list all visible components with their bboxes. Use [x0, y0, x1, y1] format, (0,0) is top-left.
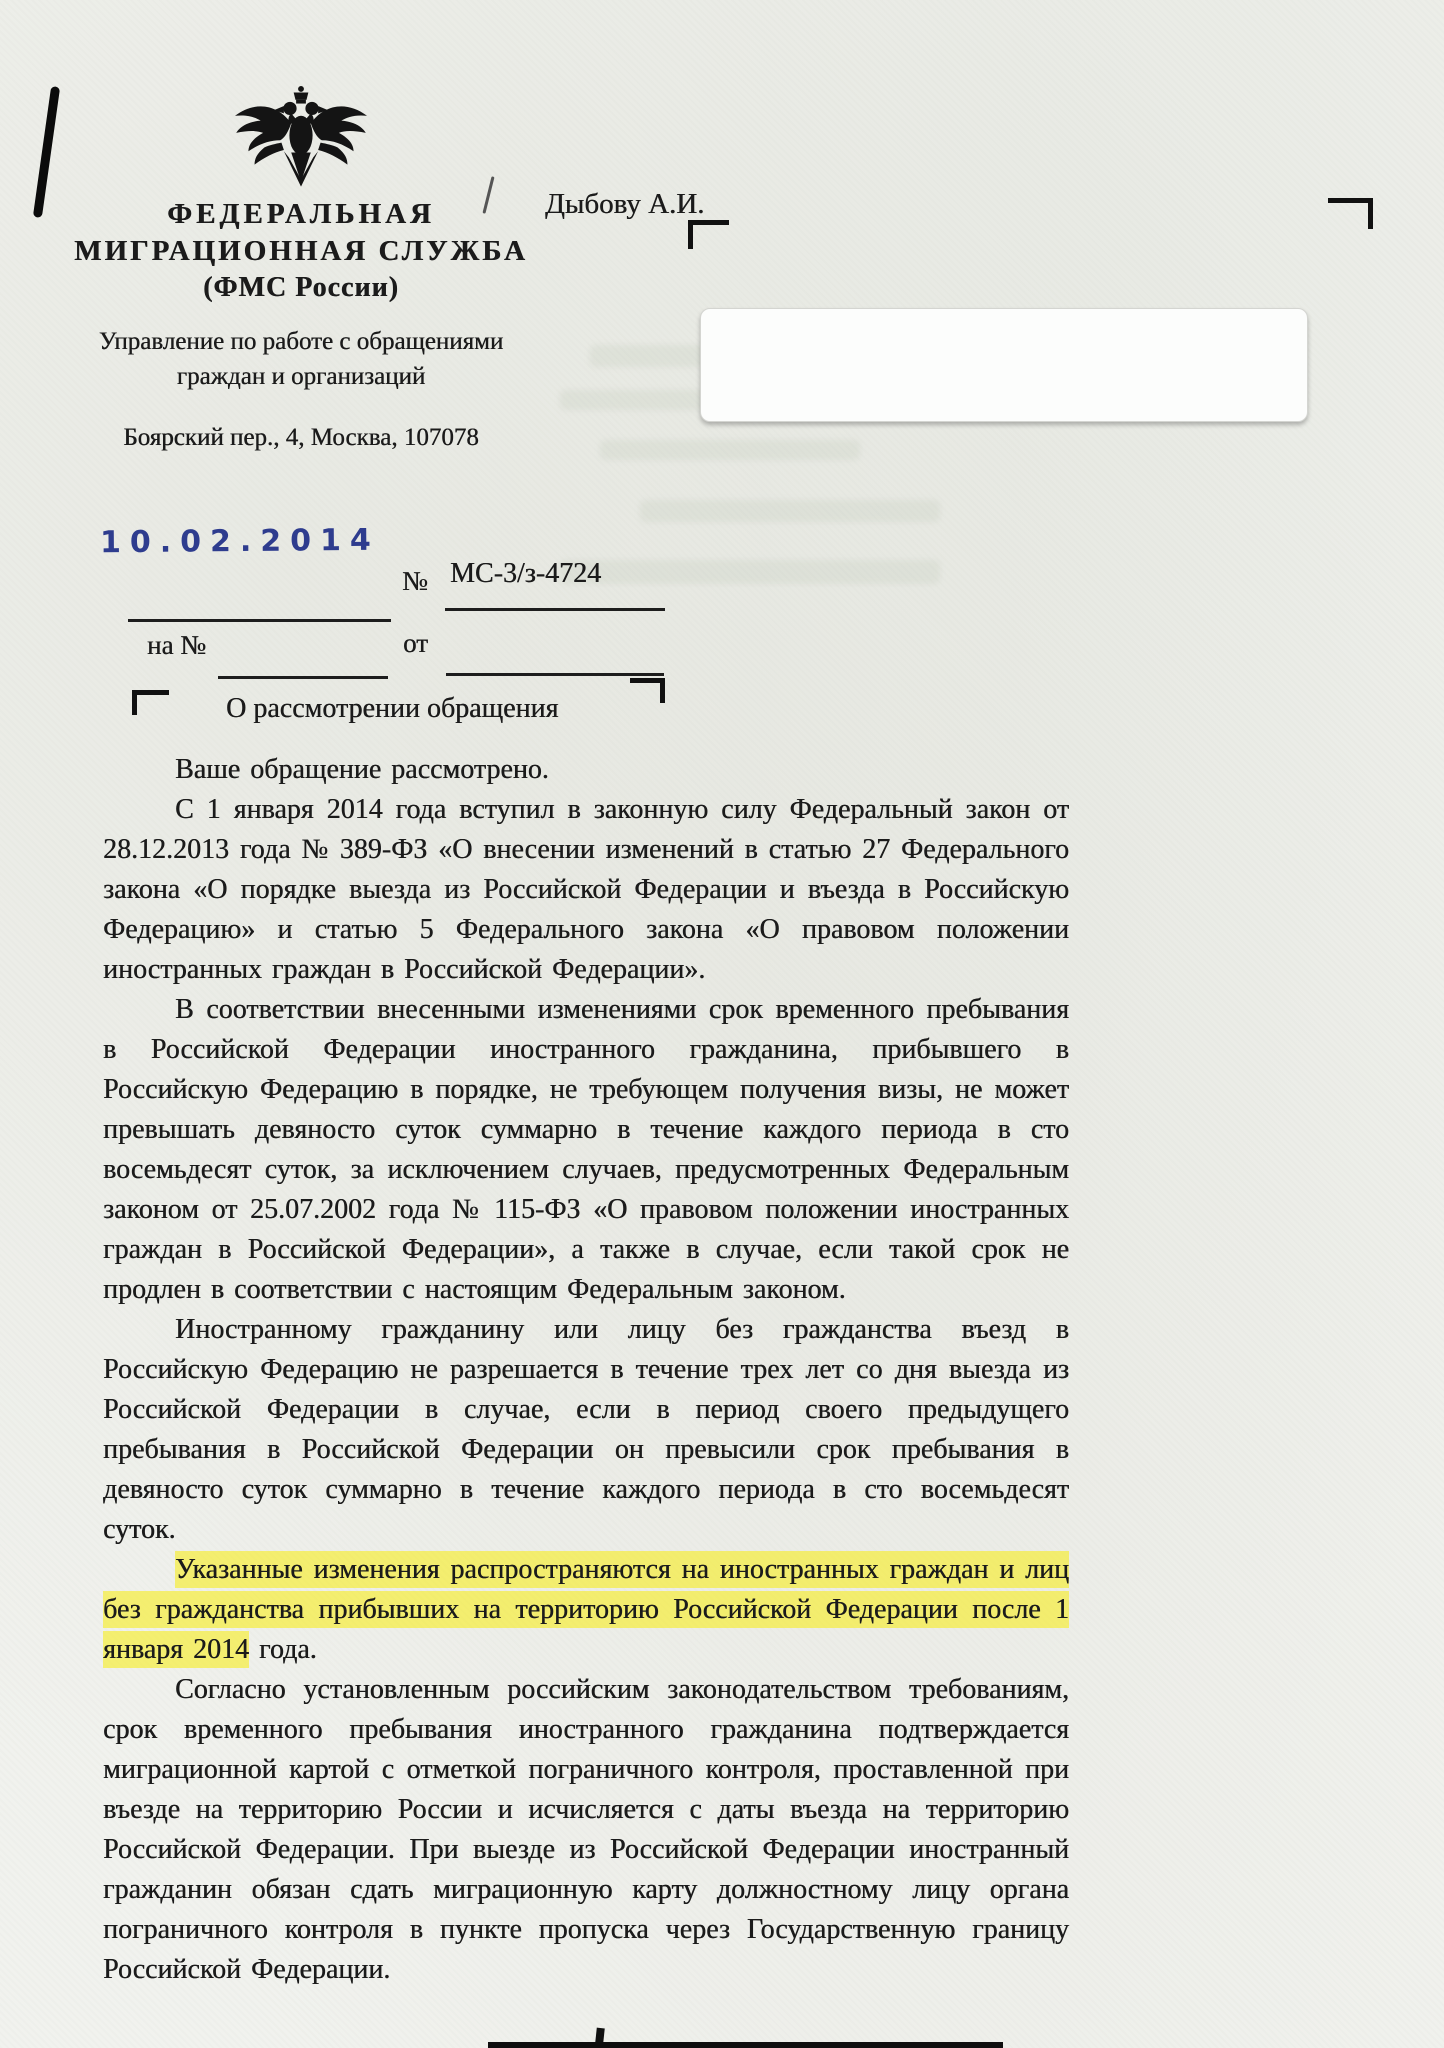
body-paragraph-4: [103, 1550, 1069, 1670]
pen-mark-artifact: [33, 86, 60, 218]
org-address: Боярский пер., 4, Москва, 107078: [123, 424, 479, 451]
corner-bracket-icon: [630, 678, 665, 703]
reply-to-rule-line: [218, 676, 388, 679]
body-paragraph-2: В соответствии внесенными изменениями срок временного пребывания в Российской Федерации иностранного гражданина, прибывшего в Российскую Федерацию в порядке, не требующем получения визы, не может превышать девяносто суток суммарно в течение каждого периода в сто восемьдесят суток, за исключением случаев, предусмотренных Федеральным законом от 25.07.2002 года № 115-ФЗ «О правовом положении иностранных граждан в Российской Федерации», а также в случае, если такой срок не продлен в соответствии с настоящим Федеральным законом.: [103, 994, 1069, 1305]
corner-bracket-icon: [1328, 198, 1373, 229]
from-label: от: [403, 628, 428, 658]
date-stamp: 10.02.2014: [99, 522, 380, 561]
redacted-address-box: [700, 308, 1308, 422]
number-label: №: [402, 566, 428, 596]
scan-bleed-artifact: [600, 440, 860, 460]
scan-bleed-artifact: [560, 560, 940, 584]
paragraph-4-tail: года.: [249, 1634, 317, 1665]
body-paragraph-1: С 1 января 2014 года вступил в законную силу Федеральный закон от 28.12.2013 года № 389-ФЗ «О внесении изменений в статью 27 Федерального закона «О порядке выезда из Российской Федерации и въезда в Российскую Федерацию» и статью 5 Федерального закона «О правовом положении иностранных граждан в Российской Федерации».: [103, 794, 1069, 985]
reply-to-label: на №: [147, 630, 206, 660]
body-paragraph-5: Согласно установленным российским законодательством требованиям, срок временного пребывания иностранного гражданина подтверждается миграционной картой с отметкой пограничного контроля, проставленной при въезде на территорию России и исчисляется с даты въезда на территорию Российской Федерации. При выезде из Российской Федерации иностранный гражданин обязан сдать миграционную карту должностному лицу органа пограничного контроля в пункте пропуска через Государственную границу Российской Федерации.: [103, 1674, 1069, 1985]
subject-line: О рассмотрении обращения: [226, 693, 559, 724]
recipient-name: Дыбову А.И.: [545, 188, 705, 220]
department-line1: Управление по работе с обращениями: [98, 328, 504, 355]
org-name-abbr: (ФМС России): [203, 272, 399, 303]
body-paragraph-3: Иностранному гражданину или лицу без гражданства въезд в Российскую Федерацию не разрешается в течение трех лет со дня выезда из Российской Федерации в случае, если в период своего предыдущего пребывания в Российской Федерации он превысили срок пребывания в девяносто суток суммарно в течение каждого периода в сто восемьдесят суток.: [103, 1314, 1069, 1545]
department-name: [62, 324, 540, 394]
number-rule-line: [445, 608, 665, 611]
blank-rule-line: [128, 619, 391, 622]
letterhead: [62, 84, 540, 452]
fms-double-headed-eagle-icon: [225, 84, 377, 194]
scan-mark-artifact: [595, 2028, 605, 2044]
org-name-line2: МИГРАЦИОННАЯ СЛУЖБА: [74, 235, 528, 267]
scan-bleed-artifact: [640, 500, 940, 522]
department-line2: граждан и организаций: [176, 363, 426, 390]
from-rule-line: [446, 673, 664, 676]
corner-bracket-icon: [688, 220, 729, 249]
body-opening: Ваше обращение рассмотрено.: [175, 754, 549, 785]
outgoing-number: МС-3/з-4724: [450, 558, 602, 589]
corner-bracket-icon: [132, 690, 169, 715]
highlighted-text: Указанные изменения распространяются на иностранных граждан и лиц без гражданства прибывших на территорию Российской Федерации после 1 января 2014: [103, 1551, 1069, 1668]
letter-body: [103, 750, 1069, 1990]
scan-edge-artifact: [488, 2042, 1003, 2048]
org-name-line1: ФЕДЕРАЛЬНАЯ: [167, 198, 435, 230]
